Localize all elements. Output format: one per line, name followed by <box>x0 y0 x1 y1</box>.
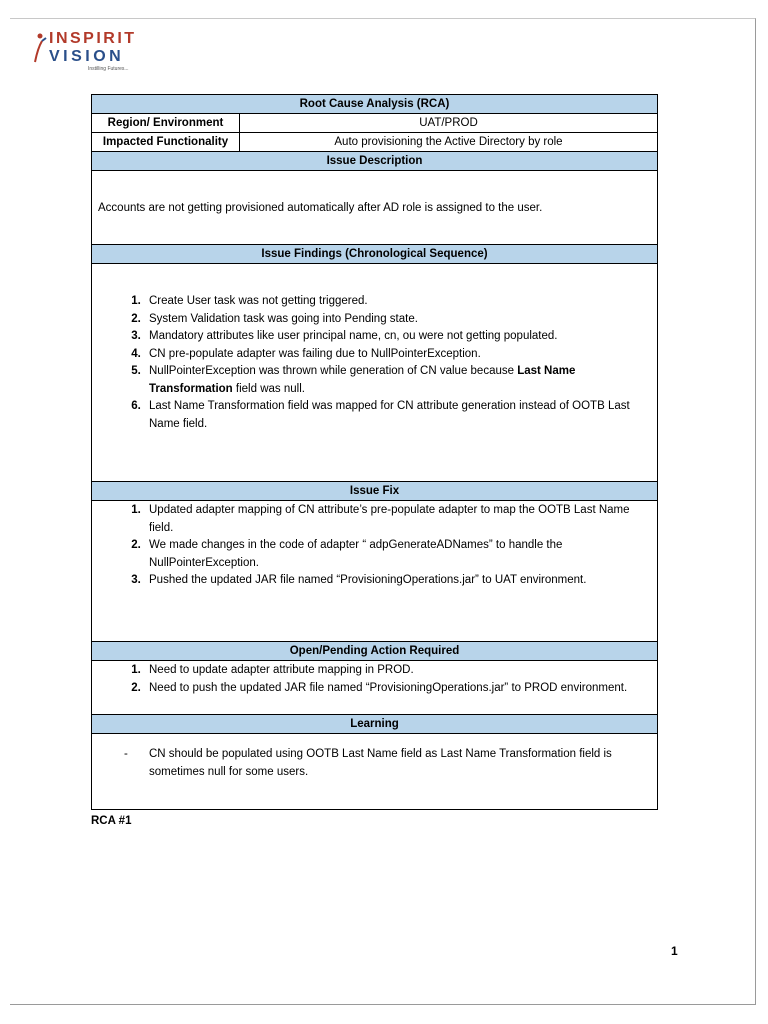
company-logo <box>33 30 163 76</box>
finding-item: 1. Create User task was not getting triggered. <box>144 293 651 311</box>
fix-item: 2. We made changes in the code of adapter “ adpGenerateADNames” to handle the NullPointerException. <box>144 537 651 572</box>
finding-text: field was null. <box>232 382 305 395</box>
rca-title: Root Cause Analysis (RCA) <box>92 95 658 114</box>
learning-list <box>98 746 651 781</box>
pending-header: Open/Pending Action Required <box>92 642 658 661</box>
findings-list <box>98 293 651 433</box>
pending-item: 1. Need to update adapter attribute mapping in PROD. <box>144 662 651 680</box>
pending-cell <box>92 661 658 715</box>
issue-description-header: Issue Description <box>92 152 658 171</box>
fix-list <box>98 502 651 590</box>
learning-header: Learning <box>92 715 658 734</box>
logo-line1: INSPIRIT <box>49 30 137 47</box>
learning-cell <box>92 734 658 810</box>
findings-header: Issue Findings (Chronological Sequence) <box>92 245 658 264</box>
rca-number: RCA #1 <box>91 815 132 827</box>
finding-item: 6. Last Name Transformation field was mapped for CN attribute generation instead of OOTB Last Name field. <box>144 398 651 433</box>
logo-line2: VISION <box>49 48 125 65</box>
rca-table <box>91 94 658 810</box>
region-label: Region/ Environment <box>92 114 240 133</box>
fix-cell <box>92 501 658 642</box>
region-value: UAT/PROD <box>240 114 658 133</box>
impacted-value: Auto provisioning the Active Directory by role <box>240 133 658 152</box>
fix-header: Issue Fix <box>92 482 658 501</box>
learning-item: - CN should be populated using OOTB Last Name field as Last Name Transformation field is sometimes null for some users. <box>144 746 651 781</box>
finding-item: 2. System Validation task was going into Pending state. <box>144 311 651 329</box>
finding-bold-text: Last Name Transformation <box>149 365 576 395</box>
logo-figure-icon <box>33 32 49 64</box>
logo-tagline: Instilling Futures... <box>88 66 129 72</box>
pending-list <box>98 662 651 697</box>
fix-item: 1. Updated adapter mapping of CN attribute’s pre-populate adapter to map the OOTB Last Name field. <box>144 502 651 537</box>
finding-item <box>144 363 651 398</box>
impacted-label: Impacted Functionality <box>92 133 240 152</box>
page-number: 1 <box>671 944 678 958</box>
pending-item: 2. Need to push the updated JAR file named “ProvisioningOperations.jar” to PROD environment. <box>144 680 651 698</box>
issue-description: Accounts are not getting provisioned automatically after AD role is assigned to the user. <box>92 171 658 245</box>
fix-item: 3. Pushed the updated JAR file named “ProvisioningOperations.jar” to UAT environment. <box>144 572 651 590</box>
finding-item: 3. Mandatory attributes like user principal name, cn, ou were not getting populated. <box>144 328 651 346</box>
finding-text: NullPointerException was thrown while generation of CN value because <box>149 365 518 377</box>
finding-item: 4. CN pre-populate adapter was failing due to NullPointerException. <box>144 346 651 364</box>
findings-cell <box>92 264 658 482</box>
